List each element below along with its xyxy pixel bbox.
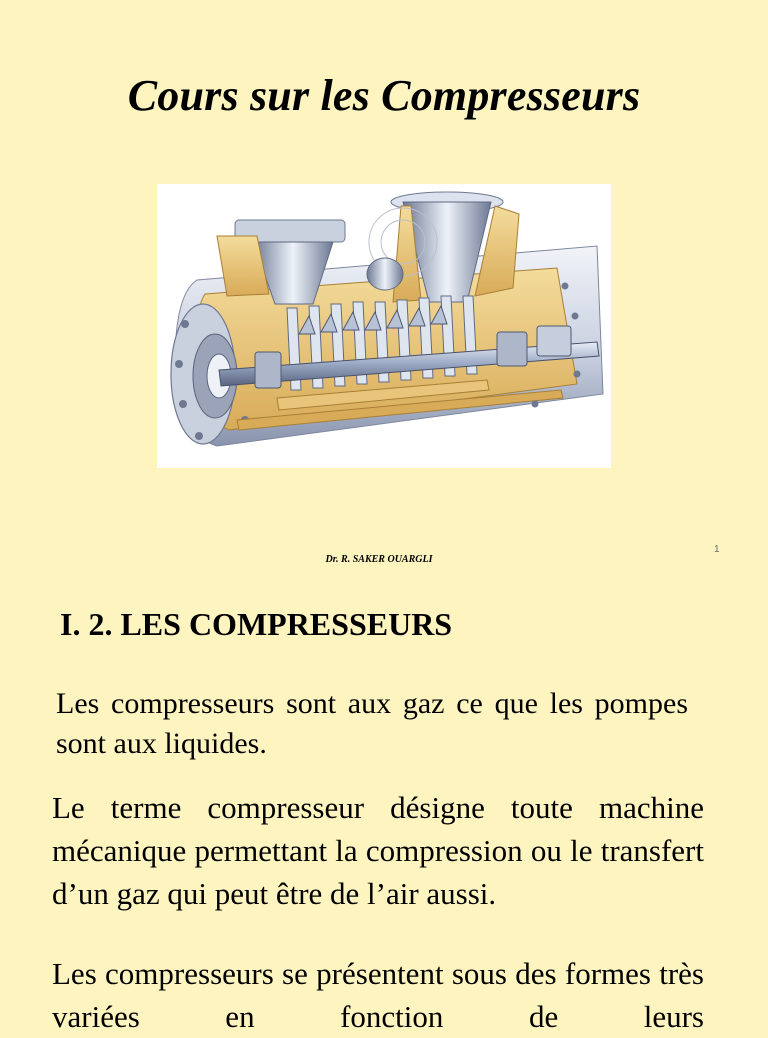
page-number: 1 bbox=[714, 544, 720, 555]
author-credit: Dr. R. SAKER OUARGLI bbox=[325, 554, 433, 565]
document-title: Cours sur les Compresseurs bbox=[127, 71, 641, 120]
paragraph-forms: Les compresseurs se présentent sous des formes très variées en fonction de leurs bbox=[52, 956, 704, 1034]
paragraph-definition: Le terme compresseur désigne toute machine mécanique permettant la compression ou le transfert d’un gaz qui peut être de l’air aussi. bbox=[52, 790, 704, 911]
compressor-illustration-icon bbox=[157, 184, 611, 468]
compressor-cutaway-image bbox=[157, 184, 611, 468]
section-heading: I. 2. LES COMPRESSEURS bbox=[60, 606, 453, 642]
paragraph-intro: Les compresseurs sont aux gaz ce que les pompes sont aux liquides. bbox=[56, 687, 688, 760]
